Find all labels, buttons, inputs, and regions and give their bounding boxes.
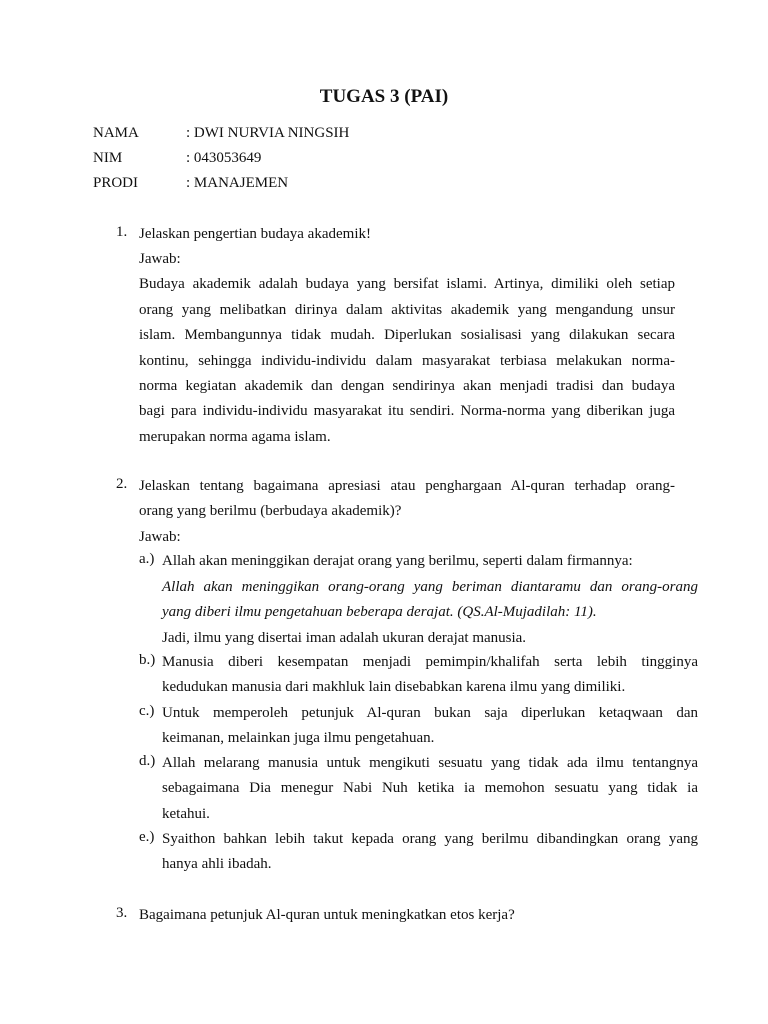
item-line: Allah melarang manusia untuk mengikuti sesuatu yang tidak ada ilmu tentangnya [162, 755, 698, 771]
question-text: Jelaskan pengertian budaya akademik! [139, 226, 371, 242]
question-text: Jelaskan tentang bagaimana apresiasi atau penghargaan Al-quran terhadap orang- [139, 478, 675, 494]
answer-line: merupakan norma agama islam. [139, 429, 331, 445]
question-number: 3. [116, 905, 128, 921]
identity-value: : 043053649 [186, 150, 262, 166]
item-line: kedudukan manusia dari makhluk lain disebabkan karena ilmu yang dimiliki. [162, 679, 626, 695]
identity-key: NAMA [93, 125, 139, 141]
identity-key: PRODI [93, 175, 139, 191]
answer-line: norma kegiatan akademik dan dengan sendirinya akan menjadi tradisi dan budaya [139, 378, 675, 394]
question-text: orang yang berilmu (berbudaya akademik)? [139, 503, 402, 519]
item-line: sebagaimana Dia menegur Nabi Nuh ketika ia memohon sesuatu yang tidak ia [162, 780, 698, 796]
question-text: Bagaimana petunjuk Al-quran untuk meningkatkan etos kerja? [139, 907, 515, 923]
answer-line: islam. Membangunnya tidak mudah. Diperlukan sosialisasi yang dilakukan secara [139, 327, 675, 343]
identity-value: : DWI NURVIA NINGSIH [186, 125, 350, 141]
page-title: TUGAS 3 (PAI) [319, 86, 449, 107]
question-number: 1. [116, 224, 128, 240]
identity-key: NIM [93, 150, 123, 166]
answer-line: kontinu, sehingga individu-individu dalam masyarakat terbiasa melakukan norma- [139, 353, 675, 369]
quote-line: yang diberi ilmu pengetahuan beberapa derajat. (QS.Al-Mujadilah: 11). [162, 604, 597, 620]
identity-nim-row [93, 148, 261, 168]
item-label: d.) [139, 753, 156, 769]
answer-line: bagi para individu-individu masyarakat itu sendiri. Norma-norma yang diberikan juga [139, 403, 675, 419]
item-label: a.) [139, 551, 155, 567]
item-label: b.) [139, 652, 156, 668]
item-line: Syaithon bahkan lebih takut kepada orang yang berilmu dibandingkan orang yang [162, 831, 698, 847]
identity-prodi-row [93, 173, 288, 193]
identity-name-row [93, 123, 349, 143]
item-line: keimanan, melainkan juga ilmu pengetahuan. [162, 730, 435, 746]
quote-line: Allah akan meninggikan orang-orang yang beriman diantaramu dan orang-orang [162, 579, 698, 595]
identity-value: : MANAJEMEN [186, 175, 289, 191]
question-number: 2. [116, 476, 128, 492]
item-label: c.) [139, 703, 155, 719]
item-line: ketahui. [162, 806, 210, 822]
answer-label: Jawab: [139, 529, 181, 545]
item-line: Manusia diberi kesempatan menjadi pemimpin/khalifah serta lebih tingginya [162, 654, 698, 670]
item-line: Allah akan meninggikan derajat orang yang berilmu, seperti dalam firmannya: [162, 553, 633, 569]
item-line: hanya ahli ibadah. [162, 856, 272, 872]
item-label: e.) [139, 829, 155, 845]
item-line: Jadi, ilmu yang disertai iman adalah ukuran derajat manusia. [162, 630, 527, 646]
answer-line: orang yang melibatkan dirinya dalam aktivitas akademik yang mengandung unsur [139, 302, 675, 318]
answer-label: Jawab: [139, 251, 181, 267]
item-line: Untuk memperoleh petunjuk Al-quran bukan saja diperlukan ketaqwaan dan [162, 705, 698, 721]
answer-line: Budaya akademik adalah budaya yang bersifat islami. Artinya, dimiliki oleh setiap [139, 276, 675, 292]
